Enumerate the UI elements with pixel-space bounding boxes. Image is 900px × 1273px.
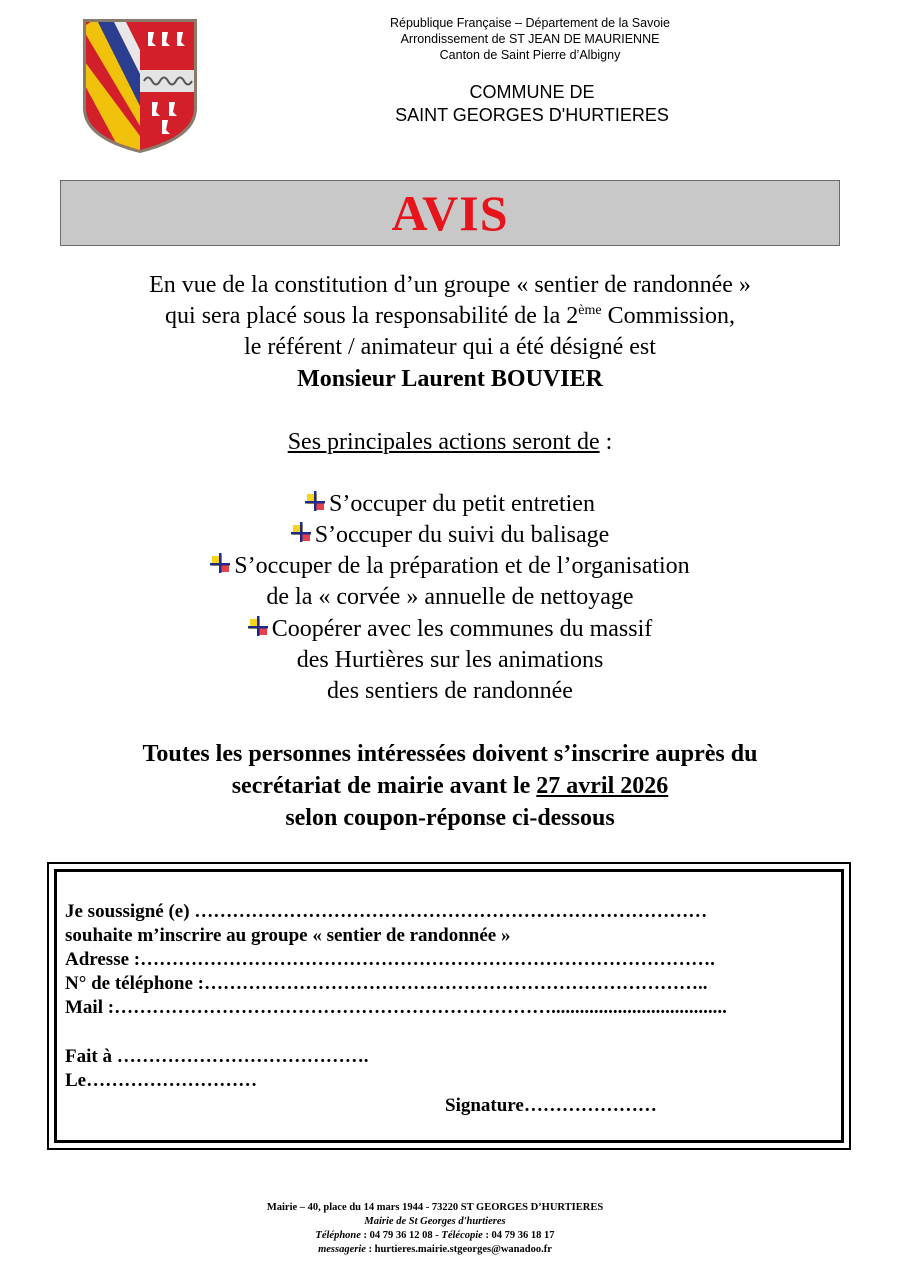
header-line-canton: Canton de Saint Pierre d’Albigny — [439, 48, 621, 62]
cross-bullet-icon — [305, 491, 327, 513]
footer-mairie: Mairie de St Georges d'hurtieres — [364, 1216, 506, 1227]
footer-mail-value[interactable]: : hurtieres.mairie.stgeorges@wanadoo.fr — [365, 1244, 552, 1255]
referent-name: Monsieur Laurent BOUVIER — [297, 366, 603, 392]
intro-line-1: En vue de la constitution d’un groupe « sentier de randonnée » — [149, 272, 751, 298]
action-item-4-cont-2: des sentiers de randonnée — [327, 678, 573, 704]
registration-line-3: selon coupon-réponse ci-dessous — [285, 805, 615, 831]
avis-banner — [60, 180, 840, 246]
coupon-signature-field[interactable]: Signature………………… — [445, 1095, 657, 1116]
footer-fax-label: Télécopie — [441, 1230, 483, 1241]
footer-mail-label: messagerie — [318, 1244, 366, 1255]
cross-bullet-icon — [291, 522, 313, 544]
commune-label: COMMUNE DE — [469, 82, 595, 102]
footer-tel-label: Téléphone — [315, 1230, 361, 1241]
action-item-1-text: S’occuper du petit entretien — [329, 491, 595, 517]
coupon-date-field[interactable]: Le……………………… — [65, 1070, 258, 1091]
action-item-2 — [0, 520, 900, 551]
commune-name: SAINT GEORGES D'HURTIERES — [395, 105, 669, 125]
action-item-3-cont: de la « corvée » annuelle de nettoyage — [266, 584, 634, 610]
coupon-address-field[interactable]: Adresse :………………………………………………………………………………. — [65, 949, 715, 970]
actions-heading-colon: : — [599, 429, 613, 455]
coat-of-arms-icon — [82, 18, 198, 154]
coupon-place-field[interactable]: Fait à …………………………………. — [65, 1046, 369, 1067]
footer-address: Mairie – 40, place du 14 mars 1944 - 73220 ST GEORGES D’HURTIERES — [266, 1202, 604, 1213]
actions-heading-text: Ses principales actions seront de — [287, 429, 600, 455]
coupon-phone-field[interactable]: N° de téléphone :…………………………………………………………………….. — [65, 973, 708, 994]
coupon-name-field[interactable]: Je soussigné (e) ……………………………………………………………………… — [65, 901, 708, 922]
intro-line-3: le référent / animateur qui a été désigné est — [244, 334, 656, 360]
coupon-wish-line: souhaite m’inscrire au groupe « sentier de randonnée » — [65, 925, 511, 946]
footer-fax-value: : 04 79 36 18 17 — [482, 1230, 555, 1241]
cross-bullet-icon — [210, 553, 232, 575]
footer-tel-value: : 04 79 36 12 08 - — [360, 1230, 442, 1241]
registration-line-2 — [0, 770, 900, 802]
footer-email — [0, 1243, 870, 1257]
registration-deadline: 27 avril 2026 — [536, 773, 669, 799]
intro-line-2 — [0, 301, 900, 332]
registration-line-1: Toutes les personnes intéressées doivent s’inscrire auprès du — [142, 741, 758, 767]
action-item-1 — [0, 489, 900, 520]
header-line-arrondissement: Arrondissement de ST JEAN DE MAURIENNE — [400, 32, 660, 46]
action-item-4-cont-1: des Hurtières sur les animations — [296, 647, 604, 673]
intro-line-2-sup: ème — [578, 303, 602, 318]
action-item-4 — [0, 614, 900, 645]
footer-phone-fax — [0, 1229, 870, 1243]
registration-line-2-text: secrétariat de mairie avant le — [231, 773, 537, 799]
intro-line-2-end: Commission, — [601, 303, 735, 329]
action-item-2-text: S’occuper du suivi du balisage — [314, 522, 610, 548]
action-item-3-text: S’occuper de la préparation et de l’organisation — [234, 553, 690, 579]
action-item-3 — [0, 551, 900, 582]
actions-heading — [0, 427, 900, 458]
cross-bullet-icon — [248, 616, 270, 638]
intro-line-2-text: qui sera placé sous la responsabilité de la 2 — [165, 303, 579, 329]
coupon-mail-field[interactable]: Mail :……………………………………………………………..................................... — [65, 997, 727, 1018]
avis-title: AVIS — [391, 185, 509, 241]
header-line-republique: République Française – Département de la Savoie — [389, 16, 671, 30]
action-item-4-text: Coopérer avec les communes du massif — [271, 616, 653, 642]
